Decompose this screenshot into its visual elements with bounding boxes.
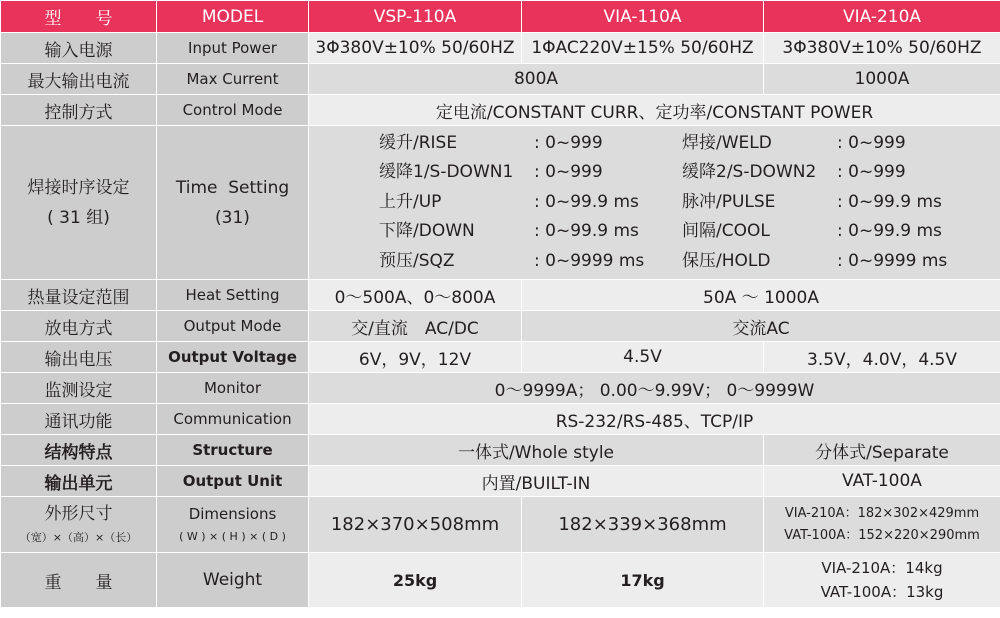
label-cn: 控制方式: [1, 95, 157, 126]
ts-label: 间隔/COOL: [682, 221, 770, 242]
type-header: 型 号: [1, 1, 157, 33]
row-weight: [1, 553, 1000, 608]
label-cn: [1, 497, 157, 553]
label-en: Weight: [157, 553, 309, 608]
value-cell: 4.5V: [522, 342, 764, 373]
model-header: MODEL: [157, 1, 309, 33]
weight-line: VAT-100A：13kg: [820, 583, 944, 601]
value-cell: 182×370×508mm: [309, 497, 522, 553]
label-cn: 重 量: [1, 553, 157, 608]
label-en: [157, 497, 309, 553]
row-monitor: [1, 373, 1000, 404]
value-cell: 50A ～ 1000A: [522, 280, 1000, 311]
model-via-210a: VIA-210A: [764, 1, 1000, 33]
value-cell: 6V，9V，12V: [309, 342, 522, 373]
ts-value: : 0~99.9 ms: [534, 221, 639, 242]
label-en: [157, 126, 309, 280]
value-cell: 182×339×368mm: [522, 497, 764, 553]
ts-value: : 0~999: [837, 162, 906, 183]
ts-value: : 0~99.9 ms: [534, 191, 639, 212]
label-en-line1: Dimensions: [188, 504, 277, 523]
ts-label: 缓升/RISE: [379, 132, 458, 153]
ts-value: : 0~999: [534, 162, 603, 183]
dimension-line: VIA-210A：182×302×429mm: [784, 505, 980, 521]
label-cn-line2: （宽）×（高）×（长）: [19, 530, 138, 544]
ts-label: 脉冲/PULSE: [682, 191, 776, 212]
label-en-line1: Time Setting: [175, 177, 290, 198]
value-cell: 交流AC: [522, 311, 1000, 342]
value-cell: 1000A: [764, 64, 1000, 95]
value-cell: [764, 553, 1000, 608]
time-setting-cell: [309, 126, 1000, 280]
value-cell: 交/直流 AC/DC: [309, 311, 522, 342]
model-vsp-110a: VSP-110A: [309, 1, 522, 33]
label-cn: 通讯功能: [1, 404, 157, 435]
value-cell: 分体式/Separate: [764, 435, 1000, 466]
ts-value: : 0~999: [534, 132, 603, 153]
label-en: Monitor: [157, 373, 309, 404]
label-en: Max Current: [157, 64, 309, 95]
label-en: Output Unit: [157, 466, 309, 497]
value-cell: 1ΦAC220V±15% 50/60HZ: [522, 33, 764, 64]
dimension-line: VAT-100A：152×220×290mm: [784, 527, 980, 543]
ts-label: 预压/SQZ: [379, 250, 455, 271]
value-cell: 一体式/Whole style: [309, 435, 764, 466]
value-cell: RS-232/RS-485、TCP/IP: [309, 404, 1000, 435]
value-cell: 3Φ380V±10% 50/60HZ: [764, 33, 1000, 64]
ts-label: 上升/UP: [379, 191, 442, 212]
label-cn: [1, 126, 157, 280]
label-en: Structure: [157, 435, 309, 466]
label-cn: 输出电压: [1, 342, 157, 373]
label-cn: 最大输出电流: [1, 64, 157, 95]
label-en: Input Power: [157, 33, 309, 64]
ts-label: 保压/HOLD: [682, 250, 771, 271]
label-cn: 输入电源: [1, 33, 157, 64]
weight-line: VIA-210A：14kg: [821, 559, 943, 577]
row-input-power: [1, 33, 1000, 64]
row-max-current: [1, 64, 1000, 95]
value-cell: 25kg: [309, 553, 522, 608]
value-cell: 3Φ380V±10% 50/60HZ: [309, 33, 522, 64]
row-heat-setting: [1, 280, 1000, 311]
ts-value: : 0~9999 ms: [534, 250, 645, 271]
label-cn-line2: ( 31 组): [47, 207, 110, 228]
label-cn: 结构特点: [1, 435, 157, 466]
ts-label: 缓降2/S-DOWN2: [682, 162, 817, 183]
value-cell: 内置/BUILT-IN: [309, 466, 764, 497]
label-cn-line1: 焊接时序设定: [27, 177, 130, 198]
header-row: [1, 1, 1000, 33]
row-structure: [1, 435, 1000, 466]
model-via-110a: VIA-110A: [522, 1, 764, 33]
value-cell: 800A: [309, 64, 764, 95]
ts-value: : 0~9999 ms: [837, 250, 948, 271]
time-setting-grid: [309, 129, 1000, 277]
label-en-line2: (31): [215, 207, 250, 228]
row-control-mode: [1, 95, 1000, 126]
ts-value: : 0~99.9 ms: [837, 191, 942, 212]
ts-label: 缓降1/S-DOWN1: [379, 162, 514, 183]
label-en: Communication: [157, 404, 309, 435]
label-cn-line1: 外形尺寸: [44, 503, 113, 524]
value-cell: 3.5V，4.0V，4.5V: [764, 342, 1000, 373]
value-cell: [764, 497, 1000, 553]
ts-label: 焊接/WELD: [682, 132, 772, 153]
label-cn: 热量设定范围: [1, 280, 157, 311]
value-cell: 定电流/CONSTANT CURR、定功率/CONSTANT POWER: [309, 95, 1000, 126]
label-cn: 监测设定: [1, 373, 157, 404]
value-cell: 17kg: [522, 553, 764, 608]
value-cell: 0～500A、0～800A: [309, 280, 522, 311]
label-en: Output Mode: [157, 311, 309, 342]
label-cn: 放电方式: [1, 311, 157, 342]
label-en: Output Voltage: [157, 342, 309, 373]
ts-value: : 0~99.9 ms: [837, 221, 942, 242]
label-cn: 输出单元: [1, 466, 157, 497]
ts-label: 下降/DOWN: [379, 221, 475, 242]
row-dimensions: [1, 497, 1000, 553]
ts-value: : 0~999: [837, 132, 906, 153]
row-time-setting: [1, 126, 1000, 280]
label-en-line2: ( W ) × ( H ) × ( D ): [179, 529, 286, 543]
row-output-mode: [1, 311, 1000, 342]
label-en: Control Mode: [157, 95, 309, 126]
row-communication: [1, 404, 1000, 435]
label-en: Heat Setting: [157, 280, 309, 311]
value-cell: VAT-100A: [764, 466, 1000, 497]
row-output-voltage: [1, 342, 1000, 373]
value-cell: 0～9999A； 0.00～9.99V； 0～9999W: [309, 373, 1000, 404]
row-output-unit: [1, 466, 1000, 497]
